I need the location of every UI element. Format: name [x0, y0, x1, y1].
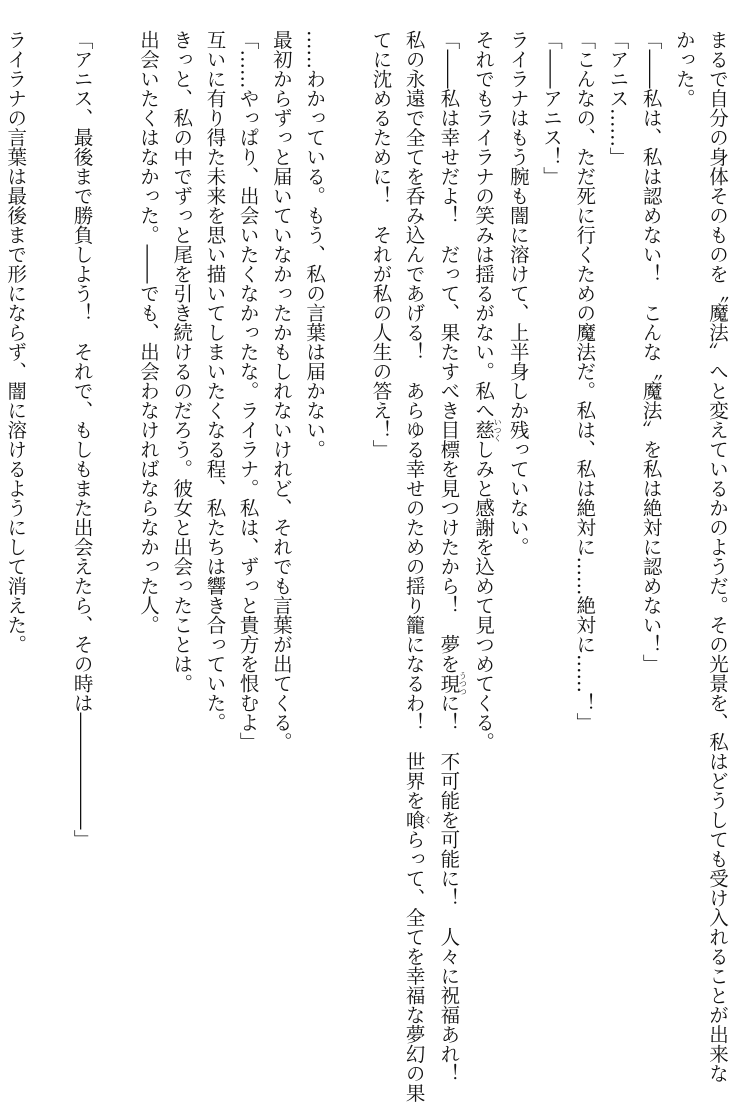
text-line: 「……やっぱり、出会いたくなかったな。ライラナ。私は、ずっと貴方を恨むよ」 [236, 30, 260, 752]
text-line [432, 30, 468, 1083]
blank-line [331, 30, 364, 1035]
text-line: かった。 [672, 30, 696, 108]
text-segment: しみと感謝を込めて見つめてくる。 [472, 439, 496, 752]
text-line: 互いに有り得た未来を思い描いてしまいたくなる程、私たちは響き合っていた。 [203, 30, 227, 732]
text-line: 「――アニス！」 [539, 30, 563, 186]
ruby-annotation [472, 417, 503, 442]
text-line [397, 30, 433, 1103]
text-line: 「アニス……」 [606, 30, 630, 167]
text-line: 「――私は、私は認めない！ こんな〝魔法〟を私は絶対に認めない！」 [639, 30, 663, 674]
text-segment: 私の永遠で全てを呑み込んであげる！ あらゆる幸せのための揺り籠になるわ！ 世界を [402, 30, 426, 810]
ruby-base: 慈 [472, 417, 496, 442]
blank-line [99, 30, 132, 1035]
text-segment: に！ 不可能を可能に！ 人々に祝福あれ！ [437, 693, 461, 1083]
ruby-annotation [437, 671, 468, 696]
text-line: ……わかっている。もう、私の言葉は届かない。 [303, 30, 327, 459]
text-line: ライラナはもう腕も闇に溶けて、上半身しか残っていない。 [506, 30, 530, 557]
ruby-base: 現 [437, 671, 461, 696]
ruby-reading: く [423, 810, 433, 830]
text-segment: 「――私は幸せだよ！ だって、果たすべき目標を見つけたから！ 夢を [437, 30, 461, 674]
ruby-base: 喰 [402, 810, 426, 830]
text-line: 最初からずっと届いていなかったかもしれないけれど、それでも言葉が出てくる。 [269, 30, 293, 752]
text-line: まるで自分の身体そのものを〝魔法〟へと変えているかのようだ。その光景を、私はどうしても受け入れることが出来な [706, 30, 729, 1083]
ruby-annotation [402, 810, 433, 830]
text-line: きっと、私の中でずっと尾を引き続けるのだろう。彼女と出会ったことは。 [170, 30, 194, 693]
text-segment: それでもライラナの笑みは揺るがない。私へ [472, 30, 496, 420]
ruby-reading: うつつ [458, 671, 468, 696]
text-line: ライラナの言葉は最後まで形にならず、闇に溶けるようにして消えた。 [4, 30, 28, 654]
text-line: てに沈めるために！ それが私の人生の答え！」 [369, 30, 393, 459]
text-line: 「こんなの、ただ死に行くための魔法だ。私は、私は絶対に……絶対に……！」 [573, 30, 597, 732]
text-line: 出会いたくはなかった。――でも、出会わなければならなかった人。 [137, 30, 161, 635]
text-segment: らって、全てを幸福な夢幻の果 [402, 829, 426, 1103]
text-line [467, 30, 502, 1035]
ruby-reading: いつく [493, 417, 503, 442]
blank-line [32, 30, 65, 1035]
text-line: 「アニス、最後まで勝負しよう！ それで、もしもまた出会えたら、その時は――――――」 [70, 30, 94, 849]
